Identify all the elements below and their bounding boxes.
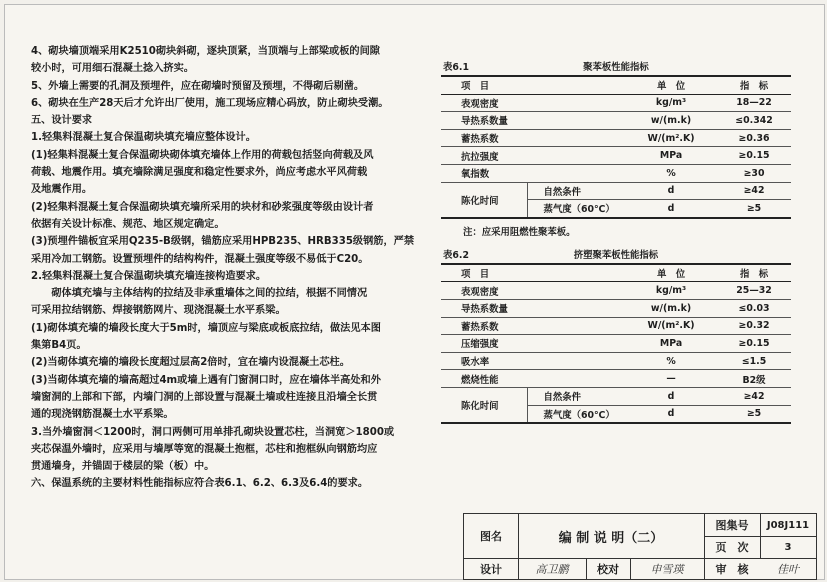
row-item: 导热系数量: [441, 112, 625, 130]
row-unit: —: [625, 370, 717, 388]
table-title: 挤塑聚苯板性能指标: [573, 249, 659, 261]
spec-tables: [441, 59, 791, 424]
column-header: 指 标: [717, 264, 791, 282]
table-row: [441, 370, 791, 388]
row-item: 压缩强度: [441, 335, 625, 353]
note-line: (2)当砌体填充墙的墙段长度超过层高2倍时，宜在墙内设混凝土芯柱。: [31, 357, 350, 369]
note-line: 集第B4页。: [31, 340, 87, 352]
column-header: 单 位: [625, 76, 717, 94]
atlas-no-label: 图集号: [715, 519, 749, 532]
table-row: [441, 299, 791, 317]
review-label: 审 核: [715, 562, 749, 576]
column-header: 项 目: [441, 264, 625, 282]
group-label: 陈化时间: [441, 182, 527, 218]
row-subitem: 自然条件: [527, 182, 625, 200]
row-unit: MPa: [625, 147, 717, 165]
table-row: [441, 387, 791, 405]
row-item: 抗拉强度: [441, 147, 625, 165]
note-line: 3.当外墙窗洞＜1200时，洞口两侧可用单排孔砌块设置芯柱，当洞宽＞1800或: [31, 426, 395, 438]
page-label: 页 次: [715, 541, 749, 554]
row-item: 导热系数量: [441, 299, 625, 317]
row-unit: %: [625, 164, 717, 182]
note-line: 5、外墙上需要的孔洞及预埋件，应在砌墙时预留及预埋，不得砌后剔凿。: [31, 80, 365, 92]
table-title: 聚苯板性能指标: [583, 62, 649, 73]
row-value: ≥5: [717, 405, 791, 423]
design-label: 设计: [480, 562, 502, 576]
row-value: ≥42: [717, 387, 791, 405]
row-value: ≤0.03: [717, 299, 791, 317]
row-value: ≥5: [717, 200, 791, 218]
row-unit: W/(m².K): [625, 317, 717, 335]
row-value: ≥0.15: [717, 335, 791, 353]
table-header-row: [441, 76, 791, 94]
note-line: (3)预埋件锚板宜采用Q235-B级钢，锚筋应采用HPB235、HRB335级钢筋，严禁: [31, 236, 415, 248]
note-line: 6、砌块在生产28天后才允许出厂使用，施工现场应精心码放，防止砌块受潮。: [31, 97, 389, 109]
table-caption: [441, 247, 791, 261]
xps-board-spec-table: [441, 263, 791, 424]
row-value: 18—22: [717, 94, 791, 112]
row-value: ≥0.32: [717, 317, 791, 335]
row-unit: w/(m.k): [625, 112, 717, 130]
reviewer-signature: 佳叶: [777, 562, 799, 576]
note-line: 砌体填充墙与主体结构的拉结及非承重墙体之间的拉结，根据不同情况: [31, 288, 368, 300]
row-unit: d: [625, 200, 717, 218]
row-item: 燃烧性能: [441, 370, 625, 388]
table-note: 注：应采用阻燃性聚苯板。: [463, 226, 576, 238]
row-unit: W/(m².K): [625, 129, 717, 147]
row-item: 吸水率: [441, 352, 625, 370]
row-item: 蓄热系数: [441, 317, 625, 335]
note-line: 贯通墙身，并锚固于楼层的梁（板）中。: [31, 461, 215, 473]
row-value: B2级: [717, 370, 791, 388]
table-row: [441, 182, 791, 200]
row-subitem: 蒸气度（60℃）: [527, 200, 625, 218]
table-row: [441, 94, 791, 112]
note-line: 通的现浇钢筋混凝土水平系梁。: [31, 409, 174, 421]
row-unit: d: [625, 387, 717, 405]
row-value: ≥0.36: [717, 129, 791, 147]
row-item: 表观密度: [441, 282, 625, 300]
row-value: ≤0.342: [717, 112, 791, 130]
table-row: [441, 112, 791, 130]
section-heading: 六、保温系统的主要材料性能指标应符合表6.1、6.2、6.3及6.4的要求。: [31, 478, 369, 490]
row-subitem: 蒸气度（60℃）: [527, 405, 625, 423]
note-line: 依据有关设计标准、规范、地区规定确定。: [31, 218, 225, 230]
row-unit: MPa: [625, 335, 717, 353]
note-line: (3)当砌体填充墙的墙高超过4m或墙上遇有门窗洞口时，应在墙体半高处和外: [31, 374, 381, 386]
title-block: [463, 513, 817, 580]
design-notes: [31, 43, 433, 493]
page-number: 3: [784, 541, 792, 553]
row-unit: w/(m.k): [625, 299, 717, 317]
row-subitem: 自然条件: [527, 387, 625, 405]
note-line: 荷载、地震作用。填充墙除满足强度和稳定性要求外，尚应考虑水平风荷载: [31, 167, 368, 179]
atlas-no: J08J111: [766, 519, 810, 531]
note-line: 1.轻集料混凝土复合保温砌块填充墙应整体设计。: [31, 132, 256, 144]
note-line: 4、砌块墙顶端采用K2510砌块斜砌，逐块顶紧，当顶端与上部梁或板的间隙: [31, 46, 380, 57]
checker-signature: 申雪瑛: [650, 562, 684, 576]
row-value: ≥42: [717, 182, 791, 200]
check-label: 校对: [597, 562, 619, 576]
note-line: 较小时，可用细石混凝土捻入挤实。: [31, 63, 194, 75]
row-value: ≤1.5: [717, 352, 791, 370]
table-row: [441, 335, 791, 353]
row-item: 蓄热系数: [441, 129, 625, 147]
row-item: 氧指数: [441, 164, 625, 182]
note-line: (1)砌体填充墙的墙段长度大于5m时，墙顶应与梁底或板底拉结，做法见本图: [31, 322, 381, 334]
note-line: 可采用拉结钢筋、焊接钢筋网片、现浇混凝土水平系梁。: [31, 305, 286, 317]
eps-board-spec-table: [441, 75, 791, 219]
column-header: 项 目: [441, 76, 625, 94]
drawing-name-label: 图名: [480, 530, 502, 543]
table-caption: [441, 59, 791, 73]
table-row: [441, 282, 791, 300]
table-row: [441, 352, 791, 370]
table-number: 表6.2: [443, 249, 469, 261]
section-heading: 五、设计要求: [31, 115, 93, 127]
table-row: [441, 164, 791, 182]
note-line: 采用冷加工钢筋。设置预埋件的结构构件，混凝土强度等级不易低于C20。: [31, 253, 369, 265]
table-row: [441, 147, 791, 165]
note-line: 及地震作用。: [31, 184, 93, 196]
note-line: (2)轻集料混凝土复合保温砌块填充墙所采用的块材和砂浆强度等级由设计者: [31, 201, 374, 213]
row-value: ≥0.15: [717, 147, 791, 165]
table-number: 表6.1: [443, 62, 469, 73]
row-unit: %: [625, 352, 717, 370]
column-header: 单 位: [625, 264, 717, 282]
note-line: 2.轻集料混凝土复合保温砌块填充墙连接构造要求。: [31, 270, 267, 282]
row-item: 表观密度: [441, 94, 625, 112]
note-line: 夹芯保温外墙时，应采用与墙厚等宽的混凝土抱框，芯柱和抱框纵向钢筋均应: [31, 443, 378, 455]
table-row: [441, 129, 791, 147]
drawing-name: 编 制 说 明（二）: [558, 530, 664, 546]
row-unit: kg/m³: [625, 94, 717, 112]
table-header-row: [441, 264, 791, 282]
designer-signature: 高卫鹏: [535, 562, 569, 576]
row-unit: kg/m³: [625, 282, 717, 300]
row-unit: d: [625, 405, 717, 423]
note-line: (1)轻集料混凝土复合保温砌块砌体填充墙体上作用的荷载包括竖向荷载及风: [31, 149, 374, 161]
row-value: ≥30: [717, 164, 791, 182]
group-label: 陈化时间: [441, 387, 527, 423]
table-row: [441, 317, 791, 335]
row-value: 25—32: [717, 282, 791, 300]
row-unit: d: [625, 182, 717, 200]
note-line: 墙窗洞的上部和下部，内墙门洞的上部设置与混凝土墙或柱连接且沿墙全长贯: [31, 391, 378, 403]
column-header: 指 标: [717, 76, 791, 94]
drawing-sheet: [4, 4, 825, 580]
